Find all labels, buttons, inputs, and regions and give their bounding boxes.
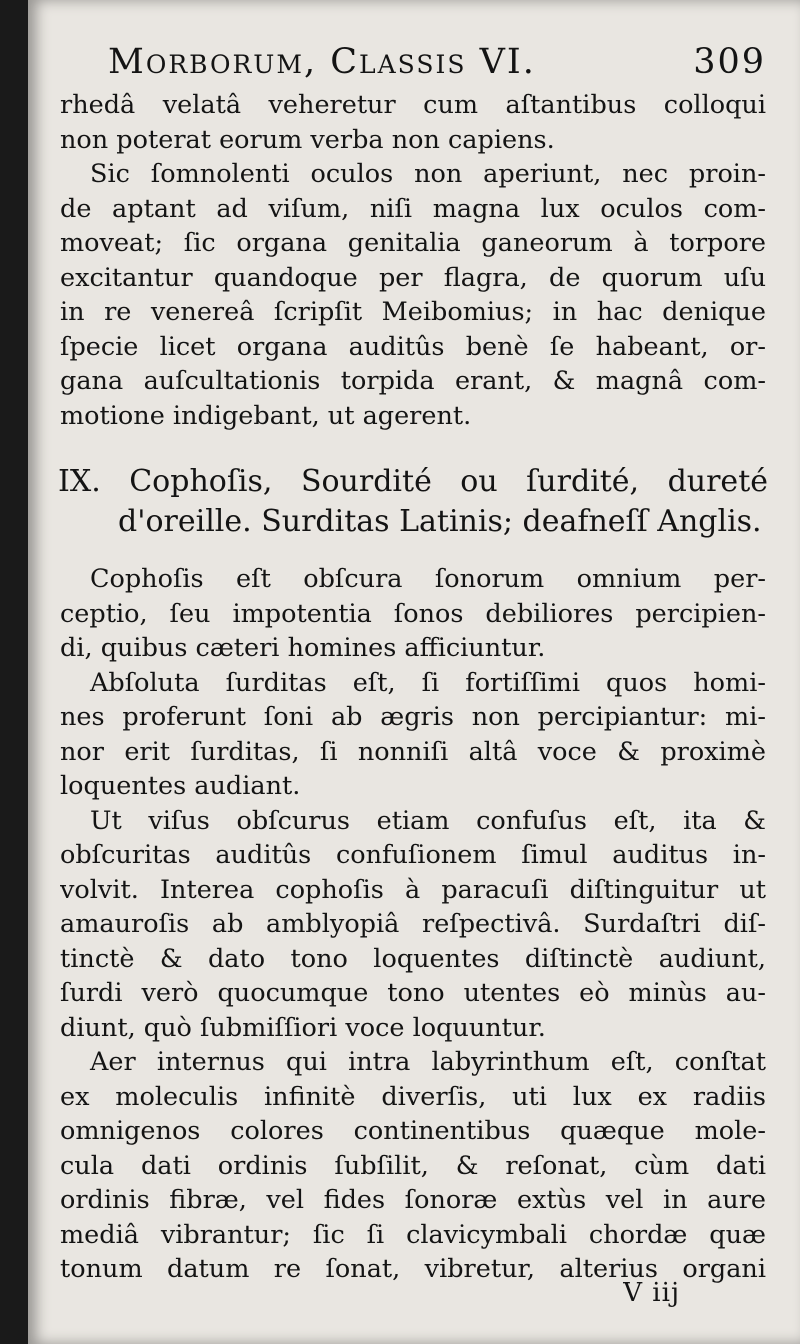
running-title: Morborum, Classis VI.	[108, 42, 536, 82]
text-line: loquentes audiant.	[60, 771, 301, 801]
text-line: motione indigebant, ut agerent.	[60, 400, 472, 431]
text-line: non poterat eorum verba non capiens.	[60, 124, 555, 155]
text-line: Ut viſus obſcurus etiam confuſus eſt, ita &	[90, 805, 766, 836]
text-line: amauroſis ab amblyopiâ reſpectivâ. Surdaſtri diſ-	[60, 909, 766, 939]
text-line: ſurdi verò quocumque tono utentes eò minùs au-	[60, 978, 766, 1008]
text-line: excitantur quandoque per flagra, de quorum uſu	[60, 262, 766, 293]
signature-mark: V iij	[623, 1278, 680, 1308]
text-line: gana auſcultationis torpida erant, & magnâ com-	[60, 366, 766, 396]
text-line: Cophoſis eſt obſcura ſonorum omnium per-	[90, 564, 766, 594]
text-line: rhedâ velatâ veheretur cum aſtantibus colloqui	[60, 90, 766, 120]
text-line: ſpecie licet organa auditûs benè ſe habeant, or-	[60, 331, 766, 362]
text-line: Aer internus qui intra labyrinthum eſt, conſtat	[90, 1047, 766, 1077]
text-line: Abſoluta ſurditas eſt, ſi fortiſſimi quos homi-	[90, 667, 766, 698]
text-line: cula dati ordinis ſubſilit, & reſonat, cùm dati	[60, 1150, 766, 1181]
text-line: omnigenos colores continentibus quæque mole-	[60, 1116, 766, 1146]
section-heading-line-2: d'oreille. Surditas Latinis; deafneſſ Anglis.	[118, 504, 762, 539]
text-line: Sic ſomnolenti oculos non aperiunt, nec proin-	[90, 159, 766, 189]
page-number: 309	[693, 42, 766, 82]
section-heading-line-1: IX. Cophoſis, Sourdité ou ſurdité, dureté	[58, 464, 768, 499]
text-line: di, quibus cæteri homines afficiuntur.	[60, 633, 546, 663]
book-page	[28, 0, 800, 1344]
text-line: nes proferunt ſoni ab ægris non percipiantur: mi-	[60, 702, 766, 732]
running-header	[108, 42, 766, 82]
text-line: in re venereâ ſcripſit Meibomius; in hac denique	[60, 297, 766, 327]
text-line: de aptant ad viſum, niſi magna lux oculos com-	[60, 193, 766, 224]
text-line: tinctè & dato tono loquentes diſtinctè audiunt,	[60, 943, 766, 974]
text-line: volvit. Interea cophoſis à paracuſi diſtinguitur ut	[60, 874, 766, 905]
text-line: nor erit ſurditas, ſi nonniſi altâ voce & proximè	[60, 736, 766, 767]
text-line: ordinis fibræ, vel fides ſonoræ extùs vel in aure	[60, 1185, 766, 1215]
text-line: moveat; ſic organa genitalia ganeorum à torpore	[60, 228, 766, 258]
text-line: mediâ vibrantur; ſic ſi clavicymbali chordæ quæ	[60, 1219, 766, 1250]
text-line: ex moleculis infinitè diverſis, uti lux ex radiis	[60, 1081, 766, 1112]
text-line: tonum datum re ſonat, vibretur, alterius organi	[60, 1254, 766, 1284]
text-line: ceptio, ſeu impotentia ſonos debiliores percipien-	[60, 598, 766, 629]
section-heading	[58, 462, 768, 542]
text-block-1	[60, 88, 766, 433]
text-line: obſcuritas auditûs confuſionem ſimul auditus in-	[60, 840, 766, 870]
text-line: diunt, quò ſubmiſſiori voce loquuntur.	[60, 1012, 546, 1043]
text-block-2	[60, 562, 766, 1287]
